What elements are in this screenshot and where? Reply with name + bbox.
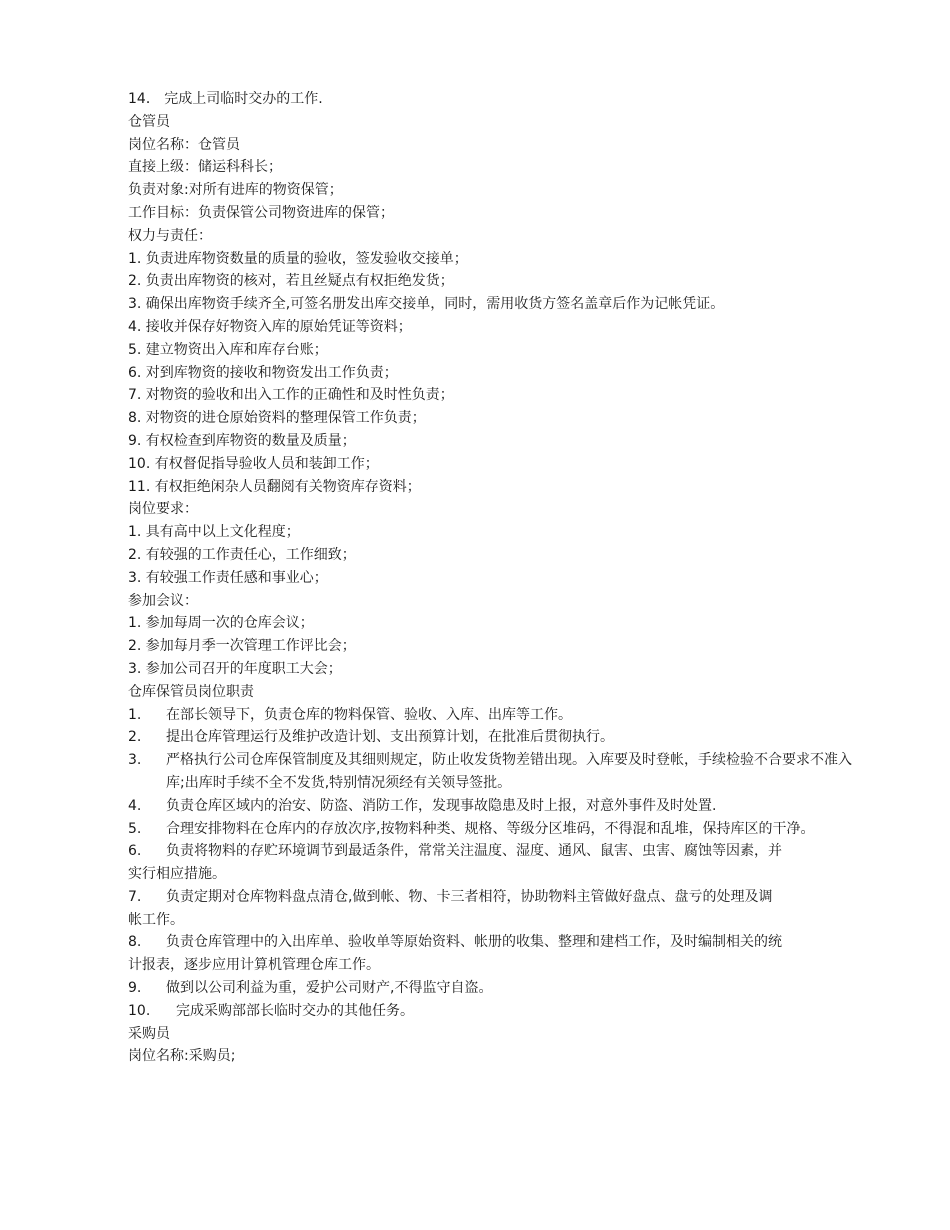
duty-number: 5. bbox=[128, 820, 142, 837]
duty-number: 1. bbox=[128, 706, 142, 723]
text-line: 5. 建立物资出入库和库存台账； bbox=[128, 341, 328, 358]
text-line: 9. 有权检查到库物资的数量及质量； bbox=[128, 432, 356, 449]
text-line: 7. 对物资的验收和出入工作的正确性和及时性负责； bbox=[128, 387, 454, 404]
duty-text: 在部长领导下，负责仓库的物料保管、验收、入库、出库等工作。 bbox=[166, 706, 572, 723]
text-line: 2. 参加每月季一次管理工作评比会； bbox=[128, 638, 356, 655]
text-line: 10. 有权督促指导验收人员和装卸工作； bbox=[128, 455, 379, 472]
text-line: 8. 对物资的进仓原始资料的整理保管工作负责； bbox=[128, 410, 426, 427]
duty-text: 做到以公司利益为重，爱护公司财产,不得监守自盗。 bbox=[166, 980, 493, 997]
duty-number: 9. bbox=[128, 980, 142, 997]
text-line: 仓管员 bbox=[128, 113, 170, 130]
duty-number: 7. bbox=[128, 888, 142, 905]
text-line: 3. 参加公司召开的年度职工大会； bbox=[128, 660, 342, 677]
duty-item bbox=[128, 840, 868, 863]
duty-number: 3. bbox=[128, 752, 142, 769]
text-line: 11. 有权拒绝闲杂人员翻阅有关物资库存资料； bbox=[128, 478, 421, 495]
duty-item bbox=[128, 931, 868, 954]
intro-section bbox=[128, 88, 868, 704]
duty-item bbox=[128, 795, 868, 818]
duty-item bbox=[128, 977, 868, 1000]
text-line: 14． 完成上司临时交办的工作. bbox=[128, 91, 323, 107]
duty-text: 负责将物料的存贮环境调节到最适条件，常常关注温度、湿度、通风、鼠害、虫害、腐蚀等因素，并 bbox=[166, 843, 782, 860]
text-line: 岗位要求： bbox=[128, 501, 198, 518]
text-line: 工作目标：负责保管公司物资进库的保管； bbox=[128, 204, 394, 221]
text-line: 采购员 bbox=[128, 1025, 170, 1042]
text-line: 2. 负责出库物资的核对，若且丝疑点有权拒绝发货； bbox=[128, 273, 454, 290]
duties-list bbox=[128, 704, 868, 1023]
duty-number: 10. bbox=[128, 1002, 151, 1019]
text-line: 2. 有较强的工作责任心，工作细致； bbox=[128, 546, 356, 563]
text-line: 1. 参加每周一次的仓库会议； bbox=[128, 615, 314, 632]
continuation-line: 实行相应措施。 bbox=[128, 866, 226, 883]
duty-number: 8. bbox=[128, 934, 142, 951]
tail-section bbox=[128, 1023, 868, 1069]
text-line: 3. 确保出库物资手续齐全,可签名册发出库交接单，同时，需用收货方签名盖章后作为记帐凭证。 bbox=[128, 296, 725, 313]
text-line: 1. 负责进库物资数量的质量的验收，签发验收交接单； bbox=[128, 250, 468, 267]
text-line: 岗位名称：仓管员 bbox=[128, 136, 240, 153]
duty-item bbox=[128, 704, 868, 727]
text-line: 直接上级：储运科科长； bbox=[128, 159, 282, 176]
document-body bbox=[128, 88, 868, 1068]
duty-item bbox=[128, 1000, 868, 1023]
text-line: 3. 有较强工作责任感和事业心； bbox=[128, 569, 328, 586]
duty-text: 提出仓库管理运行及维护改造计划、支出预算计划，在批准后贯彻执行。 bbox=[166, 729, 614, 746]
duty-text: 负责仓库管理中的入出库单、验收单等原始资料、帐册的收集、整理和建档工作，及时编制相关的统 bbox=[166, 934, 782, 951]
text-line: 岗位名称:采购员; bbox=[128, 1048, 236, 1065]
duty-item bbox=[128, 726, 868, 749]
text-line: 6. 对到库物资的接收和物资发出工作负责； bbox=[128, 364, 398, 381]
text-line: 负责对象:对所有进库的物资保管； bbox=[128, 182, 343, 199]
duty-text: 负责仓库区域内的治安、防盗、消防工作，发现事故隐患及时上报，对意外事件及时处置. bbox=[166, 797, 717, 814]
duty-number: 6. bbox=[128, 843, 142, 860]
duty-number: 2. bbox=[128, 729, 142, 746]
text-line: 参加会议： bbox=[128, 592, 198, 609]
text-line: 仓库保管员岗位职责 bbox=[128, 683, 254, 700]
duty-text: 严格执行公司仓库保管制度及其细则规定，防止收发货物差错出现。入库要及时登帐，手续检验不合要求不准入库;出库时手续不全不发货,特别情况须经有关领导签批。 bbox=[166, 752, 852, 791]
continuation-line: 帐工作。 bbox=[128, 911, 184, 928]
text-line: 1. 具有高中以上文化程度； bbox=[128, 524, 300, 541]
duty-text: 负责定期对仓库物料盘点清仓,做到帐、物、卡三者相符，协助物料主管做好盘点、盘亏的处理及调 bbox=[166, 888, 773, 905]
continuation-line: 计报表，逐步应用计算机管理仓库工作。 bbox=[128, 957, 380, 974]
text-line: 4. 接收并保存好物资入库的原始凭证等资料； bbox=[128, 318, 412, 335]
duty-text: 合理安排物料在仓库内的存放次序,按物料种类、规格、等级分区堆码，不得混和乱堆，保持库区的干净。 bbox=[166, 820, 815, 837]
duty-item bbox=[128, 749, 868, 795]
duty-item bbox=[128, 818, 868, 841]
text-line: 权力与责任： bbox=[128, 227, 212, 244]
duty-item bbox=[128, 886, 868, 909]
duty-number: 4. bbox=[128, 797, 142, 814]
duty-text: 完成采购部部长临时交办的其他任务。 bbox=[176, 1002, 414, 1019]
